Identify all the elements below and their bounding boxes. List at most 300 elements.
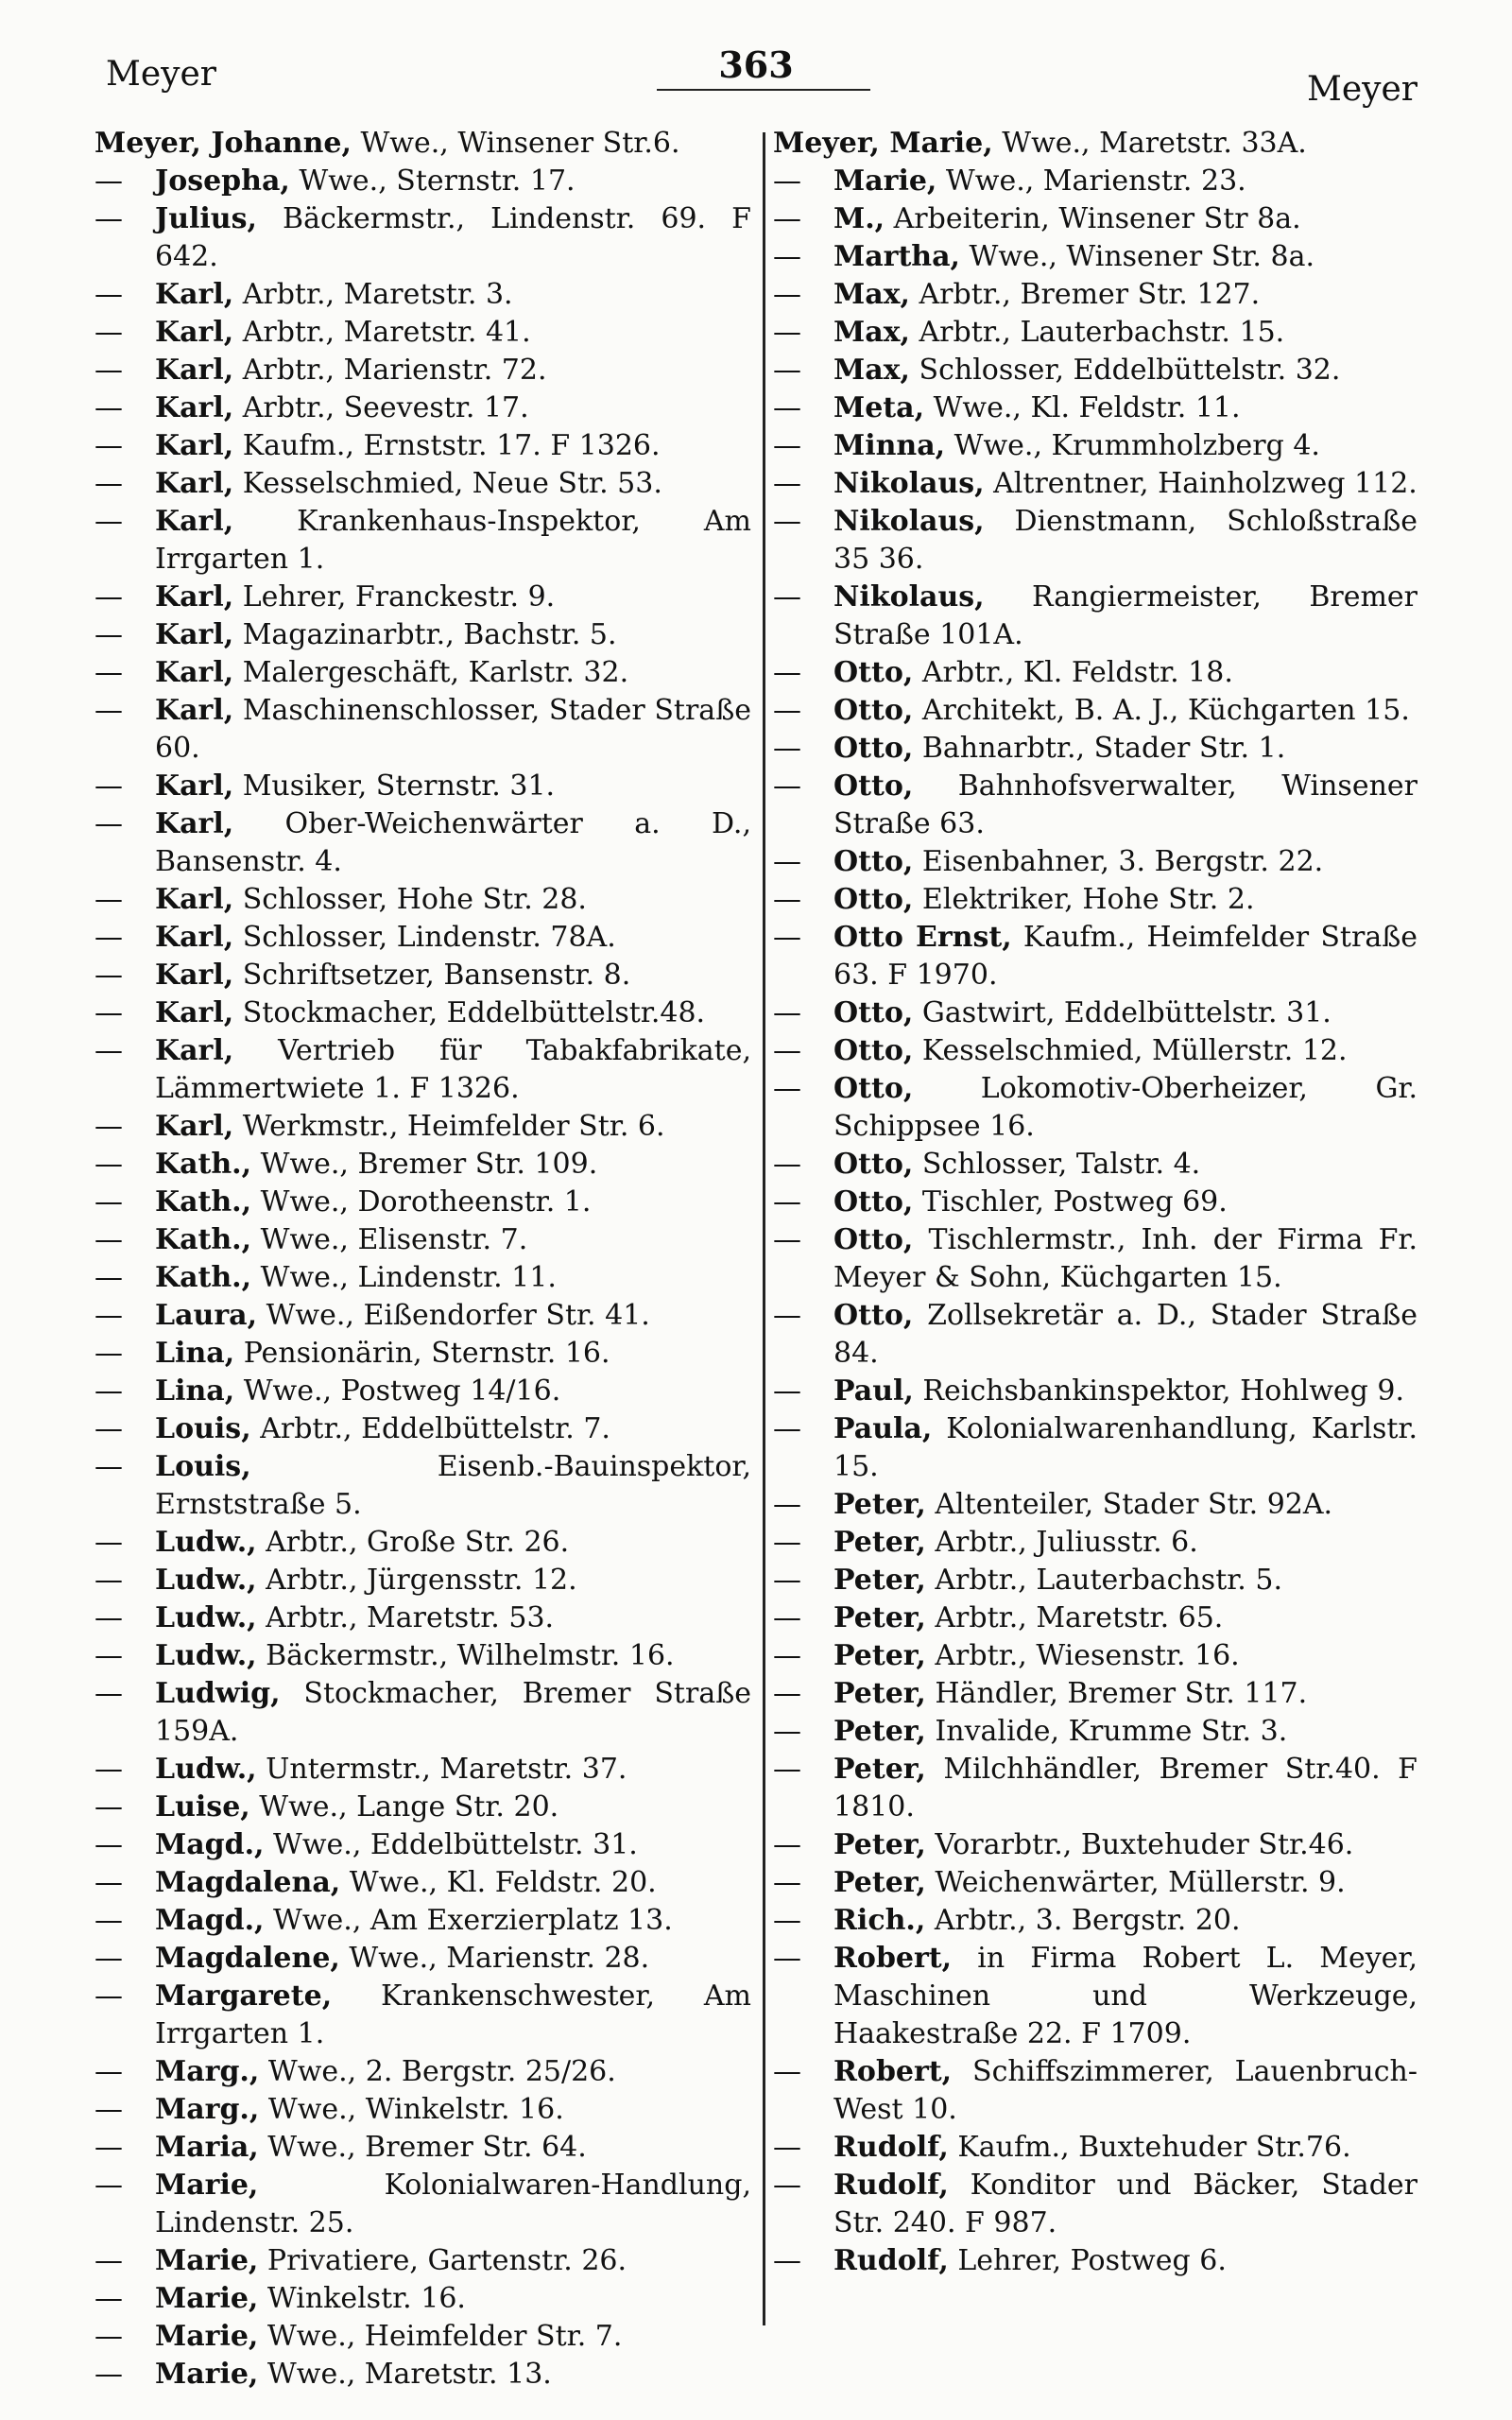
entry-details: Schlosser, Eddelbüttelstr. 32. [909,354,1341,387]
entry-name: Robert, [833,1942,953,1975]
entry-details: Milchhändler, Bremer Str.40. F 1810. [833,1753,1418,1824]
directory-entry [94,389,751,427]
ditto-dash [773,276,833,314]
ditto-dash [94,1297,155,1335]
entry-name: Rudolf, [833,2169,949,2202]
entry-name: Kath., [155,1185,252,1219]
ditto-dash [94,276,155,314]
entry-details: Wwe., Am Exerzierplatz 13. [264,1904,673,1937]
right-column [773,125,1418,2394]
entry-name: Otto, [833,1034,914,1067]
entry-details: Wwe., Winkelstr. 16. [259,2093,564,2126]
ditto-dash [94,881,155,919]
entry-details: Wwe., Eddelbüttelstr. 31. [264,1828,638,1861]
entry-name: Otto Ernst, [833,921,1012,954]
entry-name: Otto, [833,694,914,727]
ditto-dash [773,1486,833,1524]
entry-name: Paul, [833,1374,914,1408]
directory-entry [94,957,751,994]
directory-entry [94,1032,751,1108]
entry-name: Martha, [833,240,961,273]
entry-name: Laura, [155,1299,258,1332]
entry-name: Margarete, [155,1979,333,2013]
ditto-dash [773,1410,833,1448]
ditto-dash [94,314,155,352]
ditto-dash [94,768,155,805]
entry-name: Karl, [155,921,234,954]
entry-details: Lehrer, Postweg 6. [948,2244,1227,2277]
entry-name: Otto, [833,845,914,878]
entry-details: Arbtr., 3. Bergstr. 20. [925,1904,1241,1937]
entry-details: Arbtr., Eddelbüttelstr. 7. [250,1412,610,1445]
directory-entry [773,1751,1418,1826]
directory-entry [94,1940,751,1978]
ditto-dash [773,2242,833,2280]
entry-details: Krankenhaus-Inspektor, Am Irrgarten 1. [155,505,751,576]
ditto-dash [94,1599,155,1637]
directory-entry [773,389,1418,427]
entry-name: Luise, [155,1790,250,1824]
directory-entry [773,692,1418,730]
entry-name: Meyer, Johanne, [94,127,352,160]
entry-details: Altrentner, Hainholzweg 112. [984,467,1418,500]
ditto-dash [94,465,155,503]
entry-details: Schlosser, Lindenstr. 78A. [233,921,616,954]
entry-name: Rich., [833,1904,926,1937]
ditto-dash [94,2242,155,2280]
ditto-dash [94,1826,155,1864]
ditto-dash [773,730,833,768]
entry-name: Karl, [155,996,234,1029]
ditto-dash [94,1146,155,1184]
entry-details: Wwe., Winsener Str.6. [351,127,680,160]
directory-entry [773,1221,1418,1297]
ditto-dash [773,314,833,352]
directory-entry [94,994,751,1032]
ditto-dash [773,881,833,919]
entry-name: Karl, [155,1110,234,1143]
ditto-dash [94,1978,155,2015]
entry-name: Magd., [155,1828,265,1861]
entry-name: Karl, [155,769,234,803]
entry-details: Wwe., Heimfelder Str. 7. [258,2320,623,2353]
ditto-dash [773,2167,833,2204]
entry-details: Lokomotiv-Oberheizer, Gr. Schippsee 16. [833,1072,1418,1143]
directory-entry [94,805,751,881]
entry-name: Peter, [833,1564,926,1597]
entry-details: Pensionärin, Sternstr. 16. [234,1337,610,1370]
ditto-dash [94,1562,155,1599]
ditto-dash [94,2356,155,2394]
entry-name: Karl, [155,656,234,689]
entry-name: Otto, [833,732,914,765]
entry-details: Arbtr., Jürgensstr. 12. [256,1564,577,1597]
directory-entry [94,1410,751,1448]
entry-details: Wwe., Lindenstr. 11. [251,1261,557,1294]
directory-entry [773,1184,1418,1221]
entry-name: Otto, [833,996,914,1029]
entry-details: Wwe., Bremer Str. 64. [258,2131,587,2164]
ditto-dash [773,1864,833,1902]
directory-entry [94,768,751,805]
entry-details: Rangiermeister, Bremer Straße 101A. [833,580,1418,651]
directory-entry [773,1486,1418,1524]
entry-name: Meyer, Marie, [773,127,993,160]
directory-entry [773,276,1418,314]
directory-entry [773,881,1418,919]
entry-details: Dienstmann, Schloßstraße 35 36. [833,505,1418,576]
directory-entry [773,2053,1418,2129]
entry-details: Wwe., Maretstr. 13. [258,2358,552,2391]
entry-details: Maschinenschlosser, Stader Straße 60. [155,694,751,765]
ditto-dash [94,579,155,616]
entry-details: Eisenbahner, 3. Bergstr. 22. [913,845,1324,878]
ditto-dash [94,1675,155,1713]
ditto-dash [94,1637,155,1675]
ditto-dash [773,1373,833,1410]
ditto-dash [94,1940,155,1978]
entry-name: Peter, [833,1753,926,1786]
directory-entry [94,1826,751,1864]
entry-details: Arbtr., Maretstr. 65. [925,1601,1224,1634]
entry-details: Wwe., Maretstr. 33A. [992,127,1307,160]
directory-entry [773,1070,1418,1146]
entry-name: Peter, [833,1828,926,1861]
entry-name: Peter, [833,1639,926,1672]
directory-entry [94,1373,751,1410]
entry-name: Karl, [155,354,234,387]
entry-details: Musiker, Sternstr. 31. [233,769,556,803]
entry-name: Marie, [155,2282,259,2315]
directory-entry [773,200,1418,238]
directory-entry [94,1108,751,1146]
entry-name: Karl, [155,580,234,614]
ditto-dash [94,1751,155,1789]
ditto-dash [773,768,833,805]
header-rule [657,89,870,91]
ditto-dash [94,616,155,654]
ditto-dash [773,579,833,616]
directory-entry [94,1864,751,1902]
entry-details: Wwe., Elisenstr. 7. [251,1223,528,1256]
directory-entry [773,579,1418,654]
entry-details: Privatiere, Gartenstr. 26. [258,2244,627,2277]
ditto-dash [94,654,155,692]
entry-details: in Firma Robert L. Meyer, Maschinen und Werkzeuge, Haakestraße 22. F 1709. [833,1942,1418,2050]
directory-entry [773,465,1418,503]
left-column [94,125,751,2394]
entry-details: Gastwirt, Eddelbüttelstr. 31. [913,996,1332,1029]
ditto-dash [94,1864,155,1902]
entry-details: Weichenwärter, Müllerstr. 9. [925,1866,1346,1899]
directory-entry [94,2091,751,2129]
entry-name: Magdalene, [155,1942,340,1975]
entry-name: Otto, [833,1185,914,1219]
entry-name: Julius, [155,202,257,235]
ditto-dash [773,1524,833,1562]
entry-details: Vertrieb für Tabakfabrikate, Lämmertwiete 1. F 1326. [155,1034,751,1105]
directory-entry [94,1789,751,1826]
ditto-dash [94,427,155,465]
directory-entry [94,1524,751,1562]
directory-entry [773,1675,1418,1713]
directory-entry [94,1675,751,1751]
directory-entry [773,314,1418,352]
entry-details: Eisenb.-Bauinspektor, Ernststraße 5. [155,1450,751,1521]
entry-name: Marie, [155,2169,259,2202]
directory-entry [773,1373,1418,1410]
directory-entry [94,579,751,616]
ditto-dash [773,1184,833,1221]
ditto-dash [773,1826,833,1864]
directory-entry [773,1146,1418,1184]
directory-entry [773,163,1418,200]
ditto-dash [773,238,833,276]
ditto-dash [94,1184,155,1221]
entry-name: Max, [833,354,910,387]
header-left-surname: Meyer [106,55,217,94]
entry-details: Arbtr., Maretstr. 53. [256,1601,555,1634]
entry-details: Krankenschwester, Am Irrgarten 1. [155,1979,751,2050]
entry-details: Arbtr., Bremer Str. 127. [909,278,1261,311]
entry-name: Peter, [833,1601,926,1634]
ditto-dash [94,389,155,427]
ditto-dash [94,1448,155,1486]
entry-name: Karl, [155,391,234,424]
entry-name: Karl, [155,883,234,916]
directory-entry [94,1562,751,1599]
ditto-dash [773,919,833,957]
directory-entry [773,2167,1418,2242]
entry-name: Max, [833,278,910,311]
ditto-dash [94,2318,155,2356]
entry-name: Ludw., [155,1526,257,1559]
ditto-dash [773,692,833,730]
entry-details: Konditor und Bäcker, Stader Str. 240. F 987. [833,2169,1418,2239]
ditto-dash [773,994,833,1032]
entry-details: Arbeiterin, Winsener Str 8a. [885,202,1301,235]
ditto-dash [94,957,155,994]
entry-details: Arbtr., Große Str. 26. [256,1526,570,1559]
directory-entry [94,692,751,768]
entry-details: Schlosser, Talstr. 4. [913,1148,1201,1181]
entry-details: Bäckermstr., Lindenstr. 69. F 642. [155,202,751,273]
entry-name: Marie, [155,2320,259,2353]
directory-entry [94,2053,751,2091]
ditto-dash [94,994,155,1032]
ditto-dash [773,843,833,881]
ditto-dash [773,1297,833,1335]
directory-entry [94,2129,751,2167]
ditto-dash [94,2129,155,2167]
ditto-dash [94,503,155,541]
ditto-dash [94,1902,155,1940]
directory-entry [773,843,1418,881]
ditto-dash [773,200,833,238]
ditto-dash [94,1335,155,1373]
directory-entry [773,1297,1418,1373]
entry-name: Kath., [155,1148,252,1181]
entry-details: Reichsbankinspektor, Hohlweg 9. [913,1374,1405,1408]
ditto-dash [94,2167,155,2204]
entry-name: Otto, [833,656,914,689]
directory-entry [773,1032,1418,1070]
ditto-dash [773,2053,833,2091]
column-divider [763,132,765,2325]
directory-entry [773,919,1418,994]
ditto-dash [773,1713,833,1751]
entry-details: Arbtr., Maretstr. 3. [233,278,513,311]
entry-name: Magdalena, [155,1866,341,1899]
entry-details: Schriftsetzer, Bansenstr. 8. [233,959,631,992]
entry-details: Werkmstr., Heimfelder Str. 6. [233,1110,665,1143]
entry-details: Stockmacher, Bremer Straße 159A. [155,1677,751,1748]
entry-details: Bäckermstr., Wilhelmstr. 16. [256,1639,675,1672]
entry-details: Wwe., Winsener Str. 8a. [960,240,1314,273]
directory-entry [773,1524,1418,1562]
entry-details: Winkelstr. 16. [258,2282,466,2315]
directory-entry [773,125,1418,163]
entry-details: Kaufm., Heimfelder Straße 63. F 1970. [833,921,1418,992]
entry-details: Vorarbtr., Buxtehuder Str.46. [925,1828,1354,1861]
ditto-dash [773,2129,833,2167]
entry-name: Peter, [833,1488,926,1521]
directory-entry [773,994,1418,1032]
entry-details: Kaufm., Buxtehuder Str.76. [948,2131,1351,2164]
header-right-surname: Meyer [1306,70,1418,109]
ditto-dash [773,427,833,465]
directory-entry [94,1978,751,2053]
ditto-dash [773,1902,833,1940]
entry-details: Wwe., 2. Bergstr. 25/26. [259,2055,616,2088]
directory-entry [94,616,751,654]
directory-entry [773,2129,1418,2167]
directory-entry [773,1940,1418,2053]
entry-details: Wwe., Marienstr. 28. [339,1942,650,1975]
directory-entry [94,1637,751,1675]
entry-name: Otto, [833,883,914,916]
entry-details: Kolonialwaren-Handlung, Lindenstr. 25. [155,2169,751,2239]
directory-entry [94,503,751,579]
directory-entry [773,654,1418,692]
directory-entry [94,2318,751,2356]
entry-details: Magazinarbtr., Bachstr. 5. [233,618,617,651]
entry-name: Karl, [155,278,234,311]
entry-details: Arbtr., Seevestr. 17. [233,391,529,424]
directory-entry [94,1902,751,1940]
entry-name: Karl, [155,959,234,992]
entry-name: Robert, [833,2055,953,2088]
entry-name: Magd., [155,1904,265,1937]
entry-name: Nikolaus, [833,505,985,538]
ditto-dash [773,654,833,692]
entry-name: Otto, [833,769,914,803]
ditto-dash [773,1599,833,1637]
directory-entry [773,1902,1418,1940]
entry-details: Ober-Weichenwärter a. D., Bansenstr. 4. [155,807,751,878]
ditto-dash [773,163,833,200]
directory-entry [94,427,751,465]
entry-name: Marg., [155,2055,260,2088]
entry-name: Louis, [155,1412,251,1445]
directory-entry [94,1599,751,1637]
entry-details: Tischlermstr., Inh. der Firma Fr. Meyer & Sohn, Küchgarten 15. [833,1223,1418,1294]
directory-entry [94,2167,751,2242]
entry-name: Ludw., [155,1564,257,1597]
entry-details: Kaufm., Ernststr. 17. F 1326. [233,429,661,462]
directory-entry [773,1826,1418,1864]
directory-entry [94,465,751,503]
directory-entry [94,125,751,163]
ditto-dash [94,1524,155,1562]
entry-details: Arbtr., Lauterbachstr. 5. [925,1564,1282,1597]
entry-name: Louis, [155,1450,251,1483]
ditto-dash [94,200,155,238]
entry-name: Marie, [155,2244,259,2277]
entry-details: Architekt, B. A. J., Küchgarten 15. [913,694,1410,727]
directory-entry [773,768,1418,843]
directory-entry [94,163,751,200]
entry-details: Wwe., Dorotheenstr. 1. [251,1185,592,1219]
ditto-dash [94,2280,155,2318]
ditto-dash [94,163,155,200]
entry-details: Arbtr., Kl. Feldstr. 18. [913,656,1233,689]
ditto-dash [773,1940,833,1978]
ditto-dash [94,352,155,389]
entry-details: Wwe., Krummholzberg 4. [945,429,1320,462]
entry-details: Untermstr., Maretstr. 37. [256,1753,627,1786]
directory-entry [773,1713,1418,1751]
entry-details: Kolonialwarenhandlung, Karlstr. 15. [833,1412,1418,1483]
entry-details: Bahnarbtr., Stader Str. 1. [913,732,1286,765]
directory-entry [94,1221,751,1259]
directory-entry [94,881,751,919]
ditto-dash [94,1108,155,1146]
entry-details: Kesselschmied, Neue Str. 53. [233,467,662,500]
entry-details: Stockmacher, Eddelbüttelstr.48. [233,996,706,1029]
directory-entry [773,352,1418,389]
entry-details: Arbtr., Juliusstr. 6. [925,1526,1198,1559]
entry-name: Kath., [155,1261,252,1294]
entry-details: Wwe., Kl. Feldstr. 11. [924,391,1241,424]
directory-entry [773,427,1418,465]
entry-name: Otto, [833,1148,914,1181]
ditto-dash [773,1221,833,1259]
directory-entry [94,1184,751,1221]
directory-entry [773,2242,1418,2280]
entry-name: Karl, [155,1034,234,1067]
ditto-dash [94,1221,155,1259]
entry-details: Wwe., Marienstr. 23. [936,164,1246,198]
ditto-dash [773,1146,833,1184]
directory-entry [773,1562,1418,1599]
directory-entry [94,2356,751,2394]
entry-name: Otto, [833,1223,914,1256]
entry-name: Karl, [155,807,234,840]
entry-details: Arbtr., Lauterbachstr. 15. [909,316,1285,349]
entry-name: Ludw., [155,1753,257,1786]
entry-name: Ludw., [155,1639,257,1672]
ditto-dash [773,1675,833,1713]
entry-name: Marg., [155,2093,260,2126]
entry-name: Minna, [833,429,946,462]
directory-entry [94,1146,751,1184]
directory-entry [773,238,1418,276]
entry-details: Wwe., Lange Str. 20. [249,1790,559,1824]
entry-name: Peter, [833,1677,926,1710]
entry-details: Wwe., Eißendorfer Str. 41. [257,1299,650,1332]
directory-entry [94,1259,751,1297]
